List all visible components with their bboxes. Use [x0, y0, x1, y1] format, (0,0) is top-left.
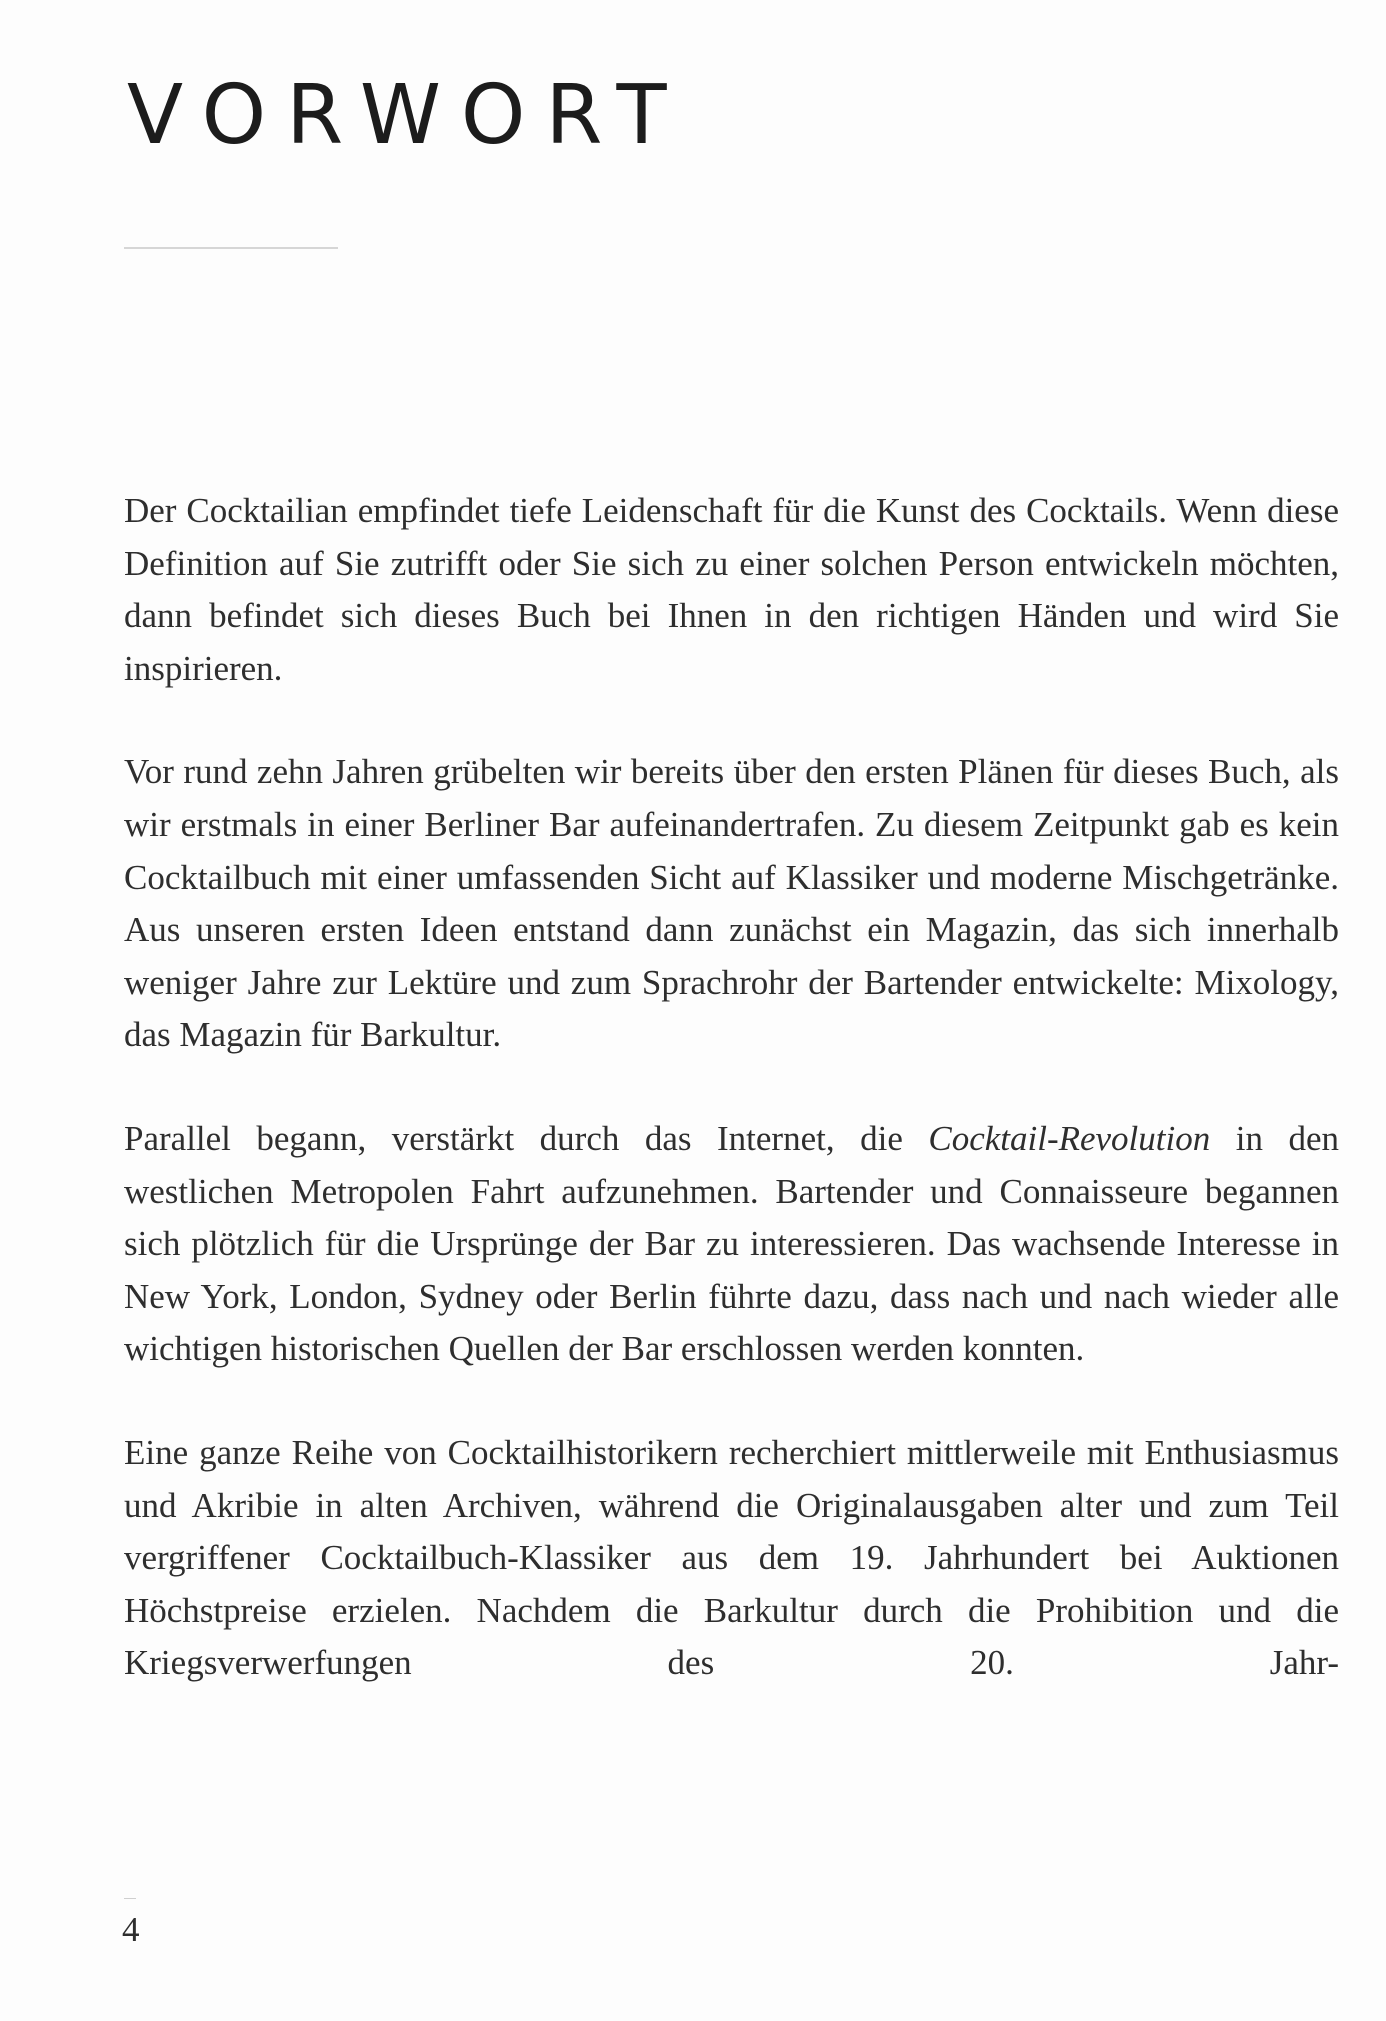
chapter-title: VORWORT — [127, 68, 687, 163]
title-divider — [124, 247, 338, 249]
paragraph-3-emphasis: Cocktail-Revolution — [928, 1118, 1211, 1158]
page-number: 4 — [122, 1910, 140, 1949]
paragraph-3-text-after: in den westlichen Metropolen Fahrt aufzunehmen. Bartender und Connaisseure begannen sich plötzlich für die Ursprünge der Bar zu interessieren. Das wachsende Interesse in New York, London, Sydney oder Berlin führte dazu, dass nach und nach wieder alle wichtigen historischen Quellen der Bar erschlossen werden konnten. — [124, 1118, 1339, 1369]
body-text — [124, 485, 1339, 1741]
paragraph-3 — [124, 1113, 1339, 1376]
paragraph-4: Eine ganze Reihe von Cocktailhistorikern recherchiert mittlerweile mit Enthusiasmus und Akribie in alten Archiven, während die Originalausgaben alter und zum Teil vergriffener Cocktailbuch-Klassiker aus dem 19. Jahrhundert bei Auktionen Höchstpreise erzielen. Nachdem die Barkultur durch die Prohibition und die Kriegsverwerfungen des 20. Jahr- — [124, 1432, 1339, 1683]
paragraph-1: Der Cocktailian empfindet tiefe Leidenschaft für die Kunst des Cocktails. Wenn diese Definition auf Sie zutrifft oder Sie sich zu einer solchen Person entwickeln möchten, dann befindet sich dieses Buch bei Ihnen in den richtigen Händen und wird Sie inspirieren. — [124, 491, 1339, 688]
paragraph-2: Vor rund zehn Jahren grübelten wir bereits über den ersten Plänen für dieses Buch, als wir erstmals in einer Berliner Bar aufeinandertrafen. Zu diesem Zeitpunkt gab es kein Cocktailbuch mit einer umfassenden Sicht auf Klassiker und moderne Mischgetränke. Aus unseren ersten Ideen entstand dann zunächst ein Magazin, das sich innerhalb weniger Jahre zur Lektüre und zum Sprachrohr der Bartender entwickelte: Mixology, das Magazin für Barkultur. — [124, 752, 1339, 1055]
page-number-mark — [124, 1898, 136, 1899]
paragraph-3-text-before: Parallel begann, verstärkt durch das Internet, die — [124, 1118, 929, 1158]
